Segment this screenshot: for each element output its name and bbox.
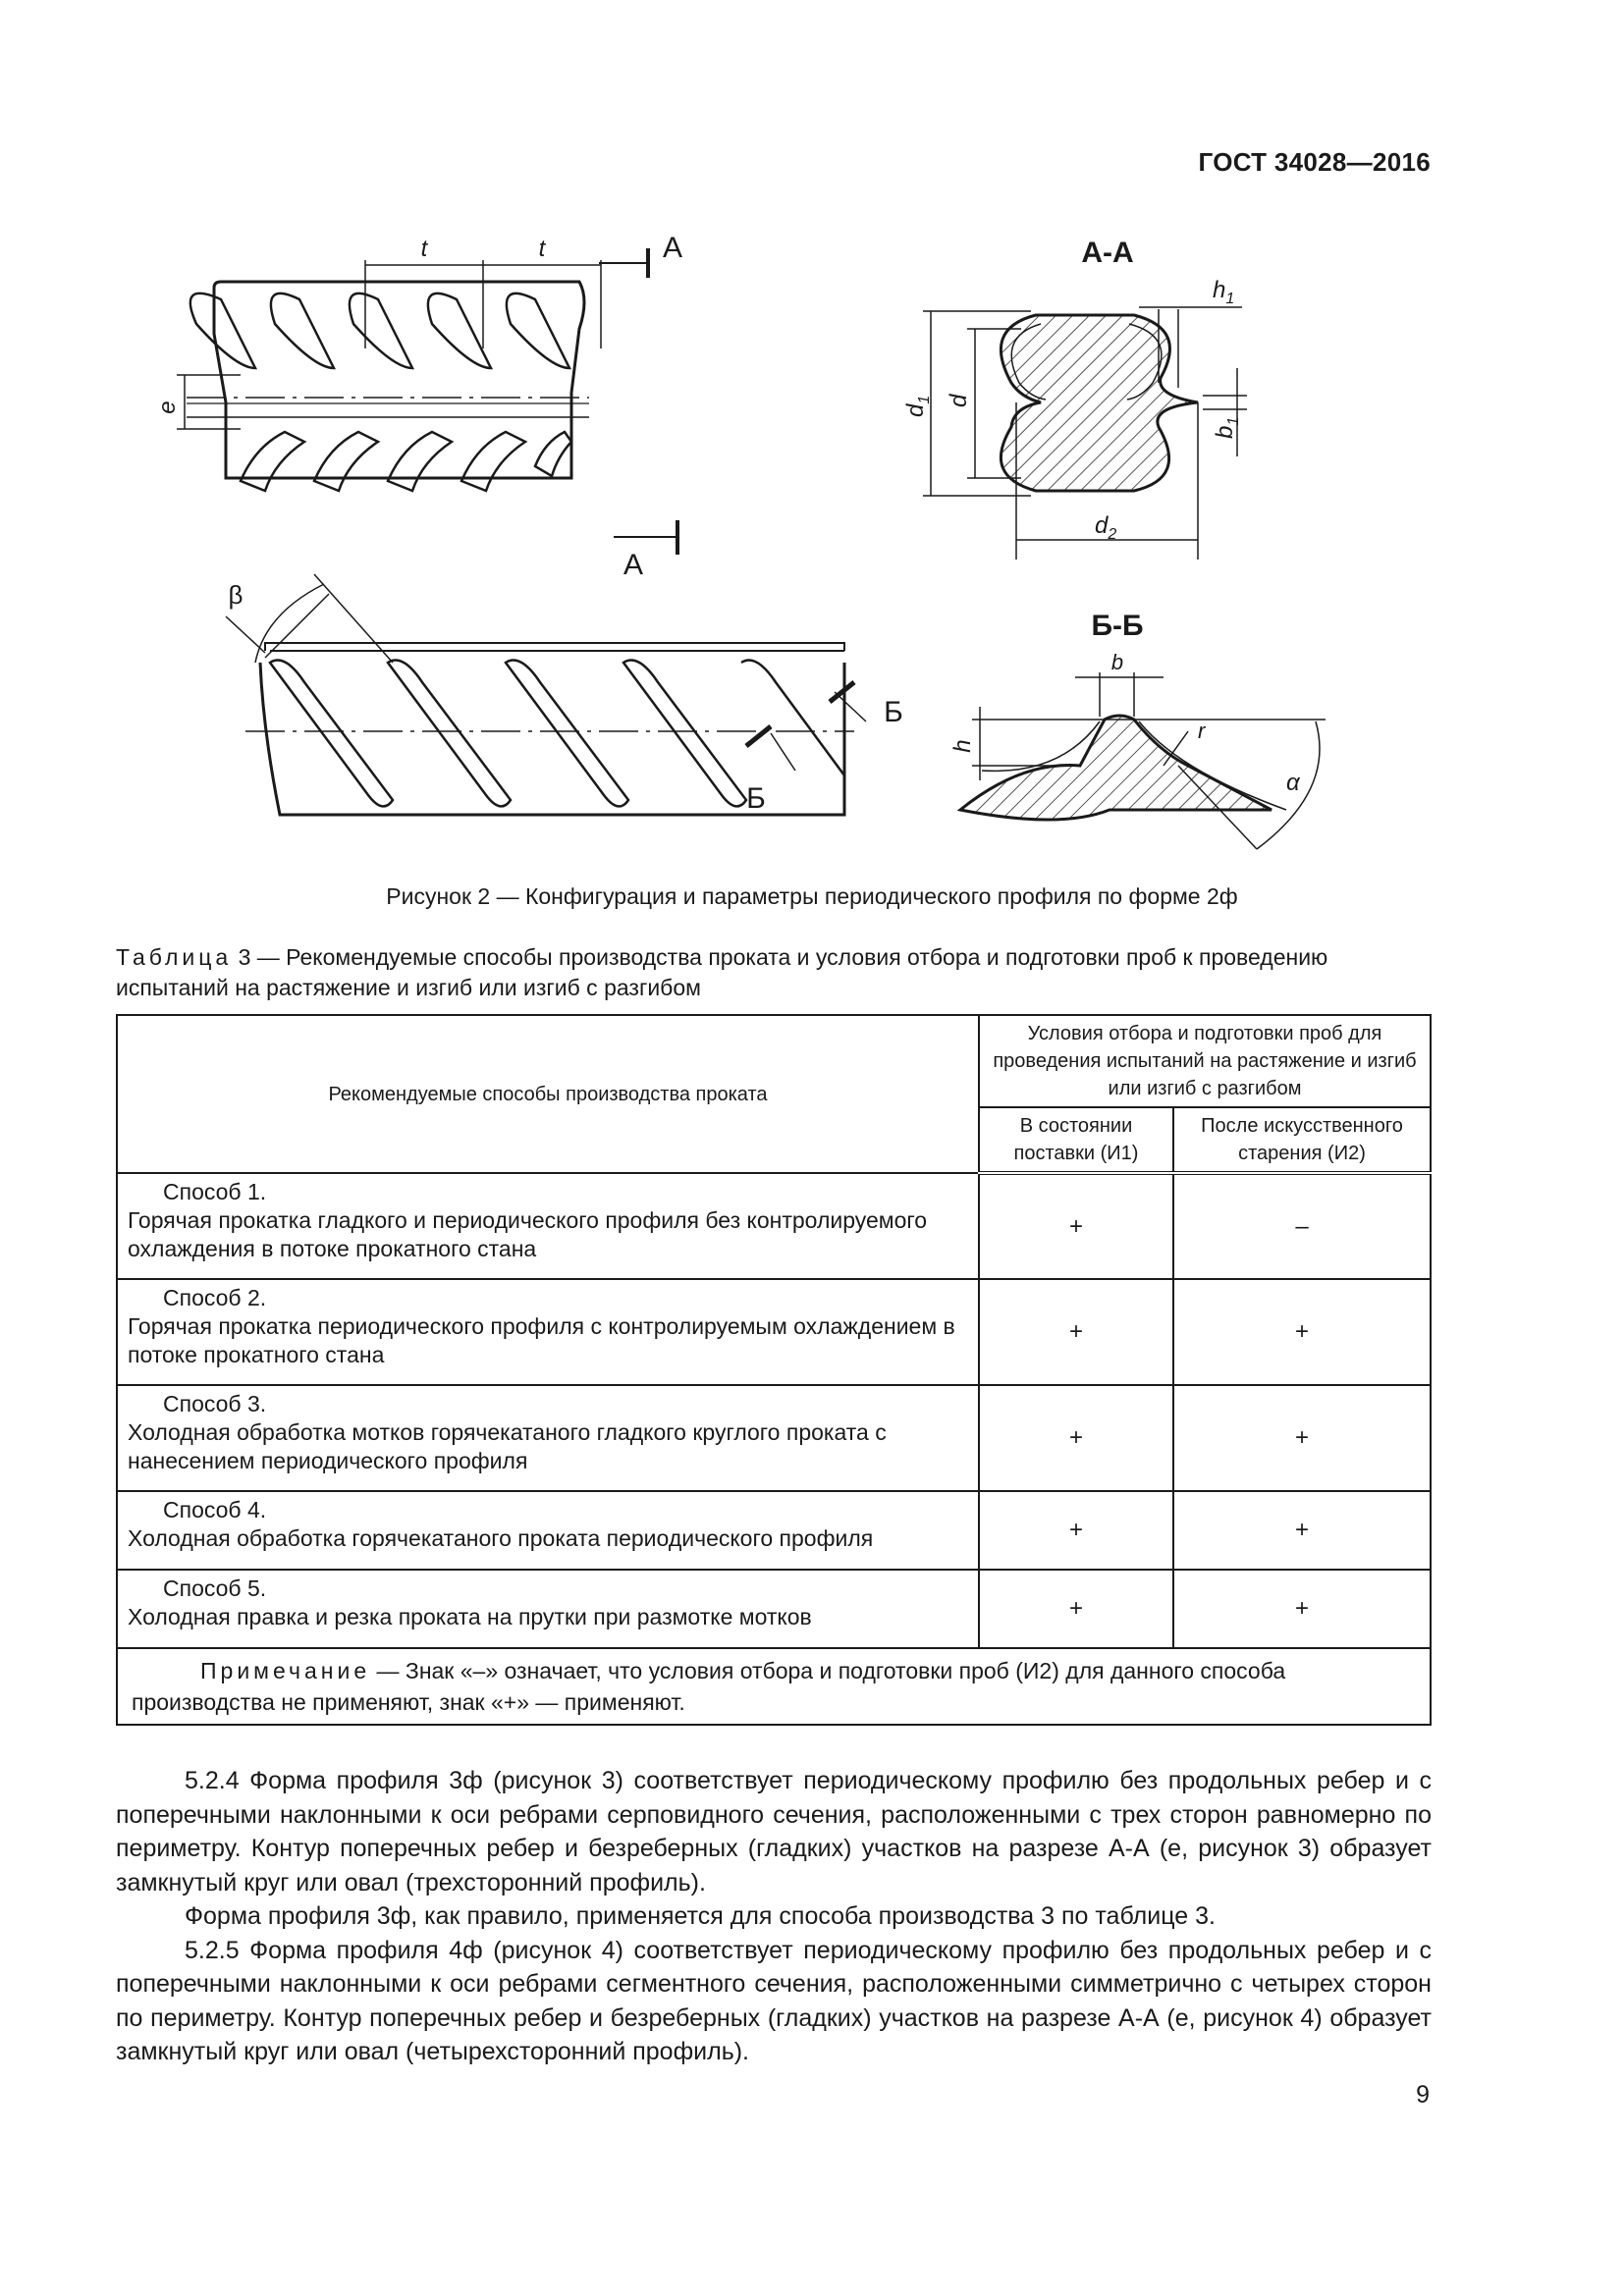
method-title: Способ 5. xyxy=(163,1575,267,1601)
label-b: b xyxy=(1110,650,1124,674)
label-d2: $d_2$ xyxy=(1095,512,1117,543)
cell-i2: + xyxy=(1173,1570,1431,1648)
method-title: Способ 3. xyxy=(163,1391,267,1416)
cell-i2: + xyxy=(1173,1491,1431,1570)
label-t2: t xyxy=(538,236,546,262)
table-row xyxy=(117,1491,1431,1570)
header-conditions: Условия отбора и подготовки проб для проведения испытаний на растяжение и изгиб или изгиб с разгибом xyxy=(979,1015,1431,1107)
section-bb-drawing xyxy=(960,672,1326,849)
cell-i2: – xyxy=(1173,1173,1431,1279)
table-title-word: Таблица xyxy=(116,944,233,970)
note-text: — Знак «–» означает, что условия отбора и подготовки проб (И2) для данного способа производства не применяют, знак «+» — применяют. xyxy=(132,1658,1286,1715)
label-section-a-top: А xyxy=(662,232,683,264)
table-row xyxy=(117,1173,1431,1279)
rebar-side-view xyxy=(177,248,677,555)
label-h: h xyxy=(949,739,976,753)
header-i2: После искусственного старения (И2) xyxy=(1173,1107,1431,1173)
method-text: Холодная правка и резка проката на прутки при размотке мотков xyxy=(128,1604,812,1629)
table-row xyxy=(117,1279,1431,1385)
table-row xyxy=(117,1570,1431,1648)
cell-i1: + xyxy=(979,1279,1173,1385)
table-title xyxy=(116,942,1432,1003)
method-text: Горячая прокатка периодического профиля с контролируемым охлаждением в потоке прокатного стана xyxy=(128,1313,955,1367)
table-row xyxy=(117,1385,1431,1491)
label-section-a-bottom: А xyxy=(623,549,644,581)
table-note-row xyxy=(117,1648,1431,1725)
header-i1: В состоянии поставки (И1) xyxy=(979,1107,1173,1173)
label-section-b-right: Б xyxy=(884,696,903,728)
label-r: r xyxy=(1198,719,1206,743)
figure-2-drawing xyxy=(154,221,1453,869)
label-beta: β xyxy=(228,580,244,610)
label-b1: $b_1$ xyxy=(1212,416,1242,439)
label-d: d xyxy=(946,394,972,407)
paragraph-form-3f: Форма профиля 3ф, как правило, применяется для способа производства 3 по таблице 3. xyxy=(185,1902,1216,1930)
label-e: e xyxy=(154,400,181,414)
page-number: 9 xyxy=(1416,2081,1430,2109)
header-methods: Рекомендуемые способы производства проката xyxy=(117,1015,979,1173)
method-title: Способ 1. xyxy=(163,1179,267,1204)
label-h1: $h_1$ xyxy=(1213,277,1235,307)
label-alpha: α xyxy=(1286,770,1300,796)
cell-i1: + xyxy=(979,1173,1173,1279)
method-title: Способ 4. xyxy=(163,1497,267,1522)
table-title-text: 3 — Рекомендуемые способы производства проката и условия отбора и подготовки проб к проведению испытаний на растяжение и изгиб или изгиб с разгибом xyxy=(116,944,1328,1000)
cell-i1: + xyxy=(979,1491,1173,1570)
cell-i2: + xyxy=(1173,1279,1431,1385)
cell-i1: + xyxy=(979,1570,1173,1648)
label-t1: t xyxy=(420,236,428,262)
title-section-bb: Б-Б xyxy=(1091,610,1144,642)
methods-table xyxy=(116,1014,1432,1726)
note-word: Примечание xyxy=(200,1658,371,1683)
figure-caption: Рисунок 2 — Конфигурация и параметры периодического профиля по форме 2ф xyxy=(386,883,1238,909)
label-section-b-bottom: Б xyxy=(746,782,766,815)
paragraph-5-2-5: 5.2.5 Форма профиля 4ф (рисунок 4) соответствует периодическому профилю без продольных ребер и с поперечными наклонными к оси ребрами сегментного сечения, расположенными симметрично с четырех сторон по периметру. Контур поперечных ребер и безреберных (гладких) участков на разрезе А-А (е, рисунок 4) образует замкнутый круг или овал (четырехсторонний профиль). xyxy=(116,1936,1432,2065)
method-text: Горячая прокатка гладкого и периодического профиля без контролируемого охлаждения в потоке прокатного стана xyxy=(128,1207,928,1261)
method-title: Способ 2. xyxy=(163,1285,267,1310)
title-section-aa: А-А xyxy=(1081,237,1134,269)
method-text: Холодная обработка мотков горячекатаного гладкого круглого проката с нанесением периодического профиля xyxy=(128,1419,887,1473)
body-text xyxy=(116,1764,1432,2069)
rebar-rib-angle-view xyxy=(226,574,866,815)
paragraph-5-2-4: 5.2.4 Форма профиля 3ф (рисунок 3) соответствует периодическому профилю без продольных ребер и с поперечными наклонными к оси ребрами серповидного сечения, расположенными с трех сторон равномерно по периметру. Контур поперечных ребер и безреберных (гладких) участков на разрезе А-А (е, рисунок 3) образует замкнутый круг или овал (трехсторонний профиль). xyxy=(116,1767,1432,1896)
section-aa-drawing xyxy=(923,307,1247,560)
cell-i2: + xyxy=(1173,1385,1431,1491)
label-d1: $d_1$ xyxy=(902,395,933,417)
cell-i1: + xyxy=(979,1385,1173,1491)
method-text: Холодная обработка горячекатаного проката периодического профиля xyxy=(128,1525,874,1551)
document-code: ГОСТ 34028—2016 xyxy=(1198,147,1431,177)
